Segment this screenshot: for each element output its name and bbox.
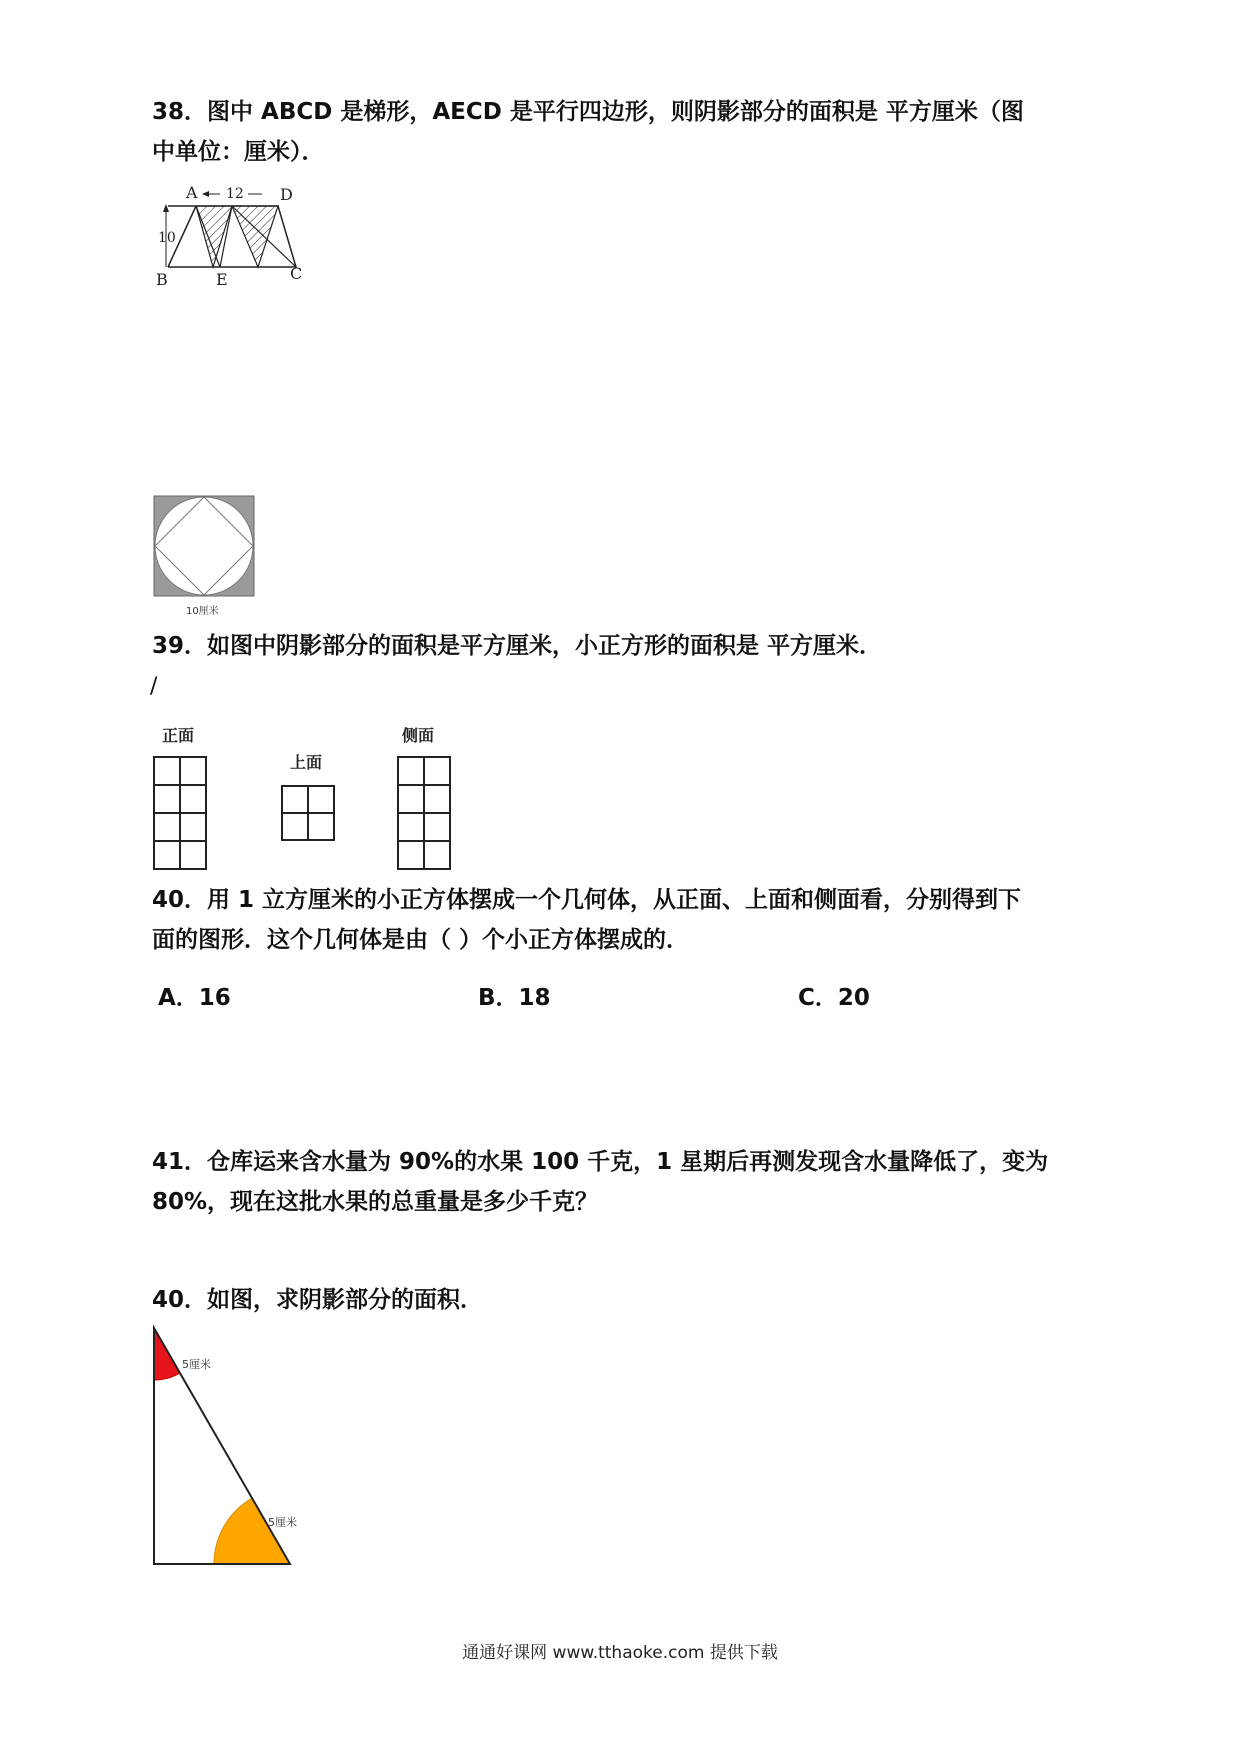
slash-mark: /	[150, 674, 158, 699]
shaded-sector-bottom	[214, 1498, 290, 1564]
label-B: B	[156, 270, 168, 289]
question-41-line-2: 80%，现在这批水果的总重量是多少千克？	[152, 1189, 599, 1215]
trapezoid-outline	[168, 206, 296, 267]
top-view-grid	[282, 786, 334, 840]
front-view-grid	[154, 757, 206, 869]
label-height: 10	[158, 230, 176, 246]
figure-caption: 10厘米	[186, 606, 219, 617]
question-40-line-2: 面的图形．这个几何体是由（ ）个小正方体摆成的．	[152, 927, 690, 953]
option-a: A．16	[158, 985, 231, 1011]
question-41	[152, 1142, 1048, 1222]
label-top-length: 12	[226, 186, 244, 202]
option-b: B．18	[478, 985, 551, 1011]
label-5cm-top: 5厘米	[182, 1358, 211, 1371]
option-c: C．20	[798, 985, 870, 1011]
label-5cm-bottom: 5厘米	[268, 1516, 297, 1529]
label-D: D	[280, 185, 293, 204]
question-38-line-2: 中单位：厘米）．	[152, 139, 325, 165]
question-40-second	[152, 1280, 483, 1320]
question-40-second-text: 40．如图，求阴影部分的面积．	[152, 1287, 484, 1313]
label-E: E	[216, 270, 228, 289]
three-views-figure	[150, 722, 470, 870]
question-39	[152, 626, 882, 666]
question-39-text: 39．如图中阴影部分的面积是平方厘米，小正方形的面积是 平方厘米．	[152, 633, 883, 659]
question-38-line-1: 38．图中 ABCD 是梯形，AECD 是平行四边形，则阴影部分的面积是 平方厘米（图	[152, 99, 1024, 125]
question-41-line-1: 41．仓库运来含水量为 90%的水果 100 千克，1 星期后再测发现含水量降低了，变为	[152, 1149, 1049, 1175]
trapezoid-figure	[150, 178, 310, 290]
footer: 通通好课网 www.tthaoke.com 提供下载	[462, 1643, 778, 1663]
side-view-grid	[398, 757, 450, 869]
question-40-line-1: 40．用 1 立方厘米的小正方体摆成一个几何体，从正面、上面和侧面看，分别得到下	[152, 887, 1022, 913]
shaded-triangle-right	[232, 206, 278, 267]
label-A: A	[186, 183, 198, 202]
view-label-top: 上面	[290, 753, 323, 772]
circle-square-figure	[152, 494, 262, 622]
right-triangle-figure	[150, 1324, 330, 1568]
view-label-side: 侧面	[402, 726, 435, 745]
question-40	[152, 880, 1021, 960]
view-label-front: 正面	[162, 726, 195, 745]
question-38	[152, 92, 1024, 172]
label-C: C	[290, 264, 303, 283]
